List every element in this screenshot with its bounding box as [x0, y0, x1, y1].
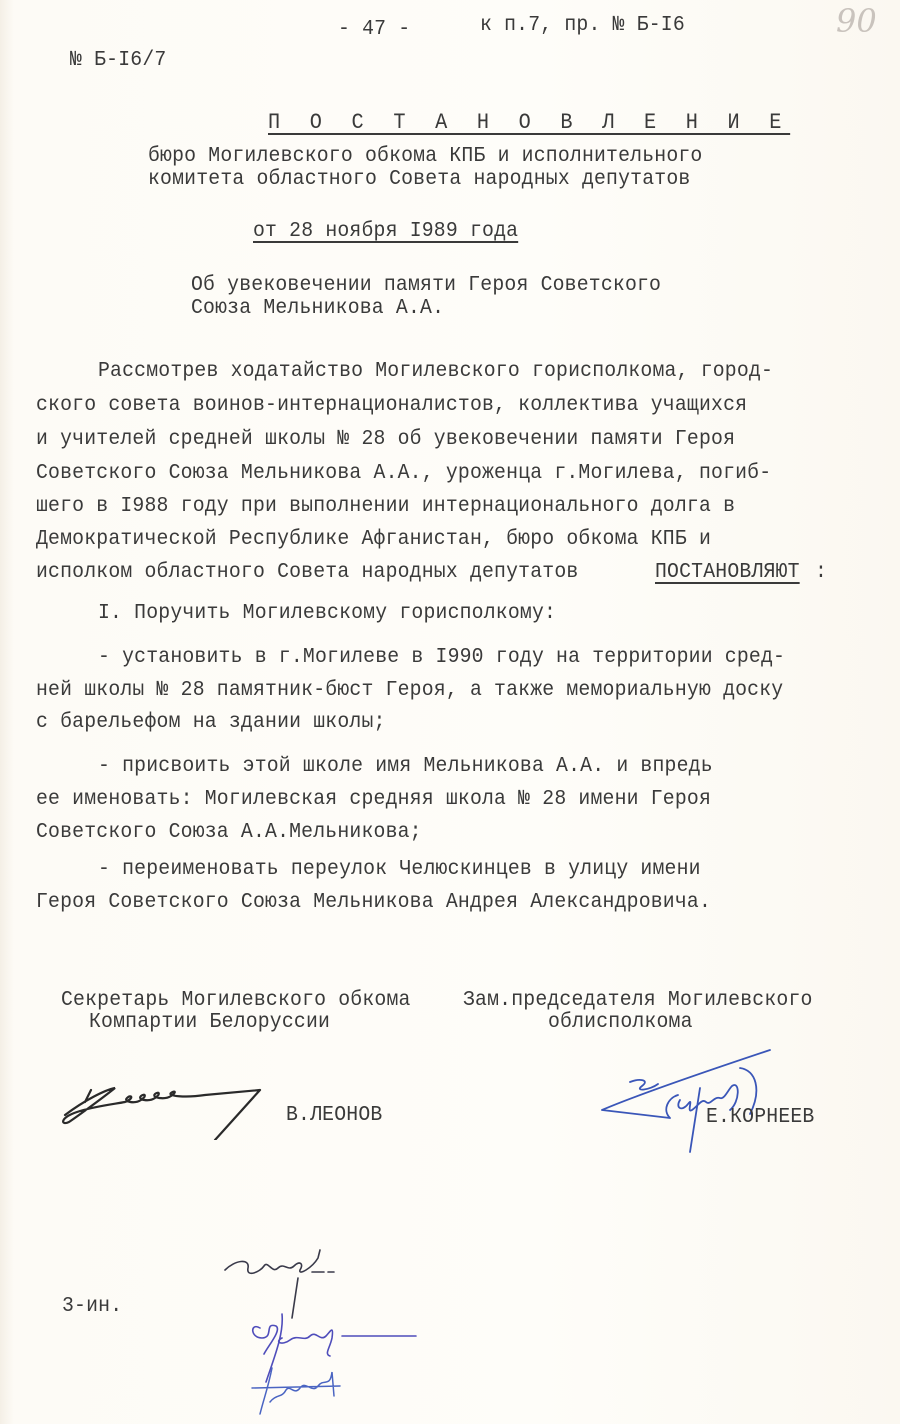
- preamble-line: исполком областного Совета народных депутатов: [36, 560, 579, 584]
- copies-note: 3-ин.: [62, 1294, 123, 1318]
- page-number: - 47 -: [338, 17, 411, 41]
- subject-line-2: Союза Мельникова А.А.: [191, 296, 445, 320]
- leonov-signature: [55, 1060, 295, 1140]
- issuer-line-1: бюро Могилевского обкома КПБ и исполнительного: [148, 144, 703, 168]
- item-1: I. Поручить Могилевскому горисполкому:: [98, 601, 557, 625]
- subitem-2-line: ее именовать: Могилевская средняя школа № 28 имени Героя: [36, 787, 712, 811]
- subitem-3-line: - переименовать переулок Челюскинцев в улицу имени: [98, 857, 701, 881]
- preamble-line: ского совета воинов-интернационалистов, коллектива учащихся: [36, 393, 748, 417]
- subitem-1-line: - установить в г.Могилеве в I990 году на территории сред-: [98, 645, 786, 669]
- left-signatory-title-2: Компартии Белоруссии: [89, 1010, 331, 1034]
- resolve-word: ПОСТАНОВЛЯЮТ: [655, 560, 800, 584]
- korneev-signature: [590, 1040, 830, 1160]
- document-date: от 28 ноября I989 года: [253, 219, 519, 243]
- preamble-line: Рассмотрев ходатайство Могилевского горисполкома, город-: [98, 359, 774, 383]
- subject-line-1: Об увековечении памяти Героя Советского: [191, 273, 662, 297]
- preamble-line: Демократической Республике Афганистан, бюро обкома КПБ и: [36, 527, 712, 551]
- document-number: № Б-I6/7: [70, 48, 167, 72]
- left-signatory-title-1: Секретарь Могилевского обкома: [61, 988, 411, 1012]
- subitem-1-line: ней школы № 28 памятник-бюст Героя, а также мемориальную доску: [36, 678, 784, 702]
- document-title: П О С Т А Н О В Л Е Н И Е: [268, 110, 791, 135]
- resolve-colon: :: [815, 560, 828, 584]
- archive-page-pencil-number: 90: [836, 2, 877, 40]
- left-signatory-name: В.ЛЕОНОВ: [286, 1103, 383, 1127]
- issuer-line-2: комитета областного Совета народных депутатов: [148, 167, 691, 191]
- subitem-1-line: с барельефом на здании школы;: [36, 710, 386, 734]
- right-signatory-name: Е.КОРНЕЕВ: [706, 1105, 815, 1129]
- preamble-line: Советского Союза Мельникова А.А., уроженца г.Могилева, погиб-: [36, 461, 772, 485]
- approval-visas: [220, 1238, 460, 1424]
- preamble-line: шего в I988 году при выполнении интернационального долга в: [36, 494, 736, 518]
- right-signatory-title-2: облисполкома: [548, 1010, 693, 1034]
- subitem-2-line: Советского Союза А.А.Мельникова;: [36, 820, 422, 844]
- subitem-2-line: - присвоить этой школе имя Мельникова А.А. и впредь: [98, 754, 713, 778]
- right-signatory-title-1: Зам.председателя Могилевского: [463, 988, 813, 1012]
- reference-note: к п.7, пр. № Б-I6: [480, 13, 685, 37]
- preamble-line: и учителей средней школы № 28 об увековечении памяти Героя: [36, 427, 736, 451]
- subitem-3-line: Героя Советского Союза Мельникова Андрея Александровича.: [36, 890, 712, 914]
